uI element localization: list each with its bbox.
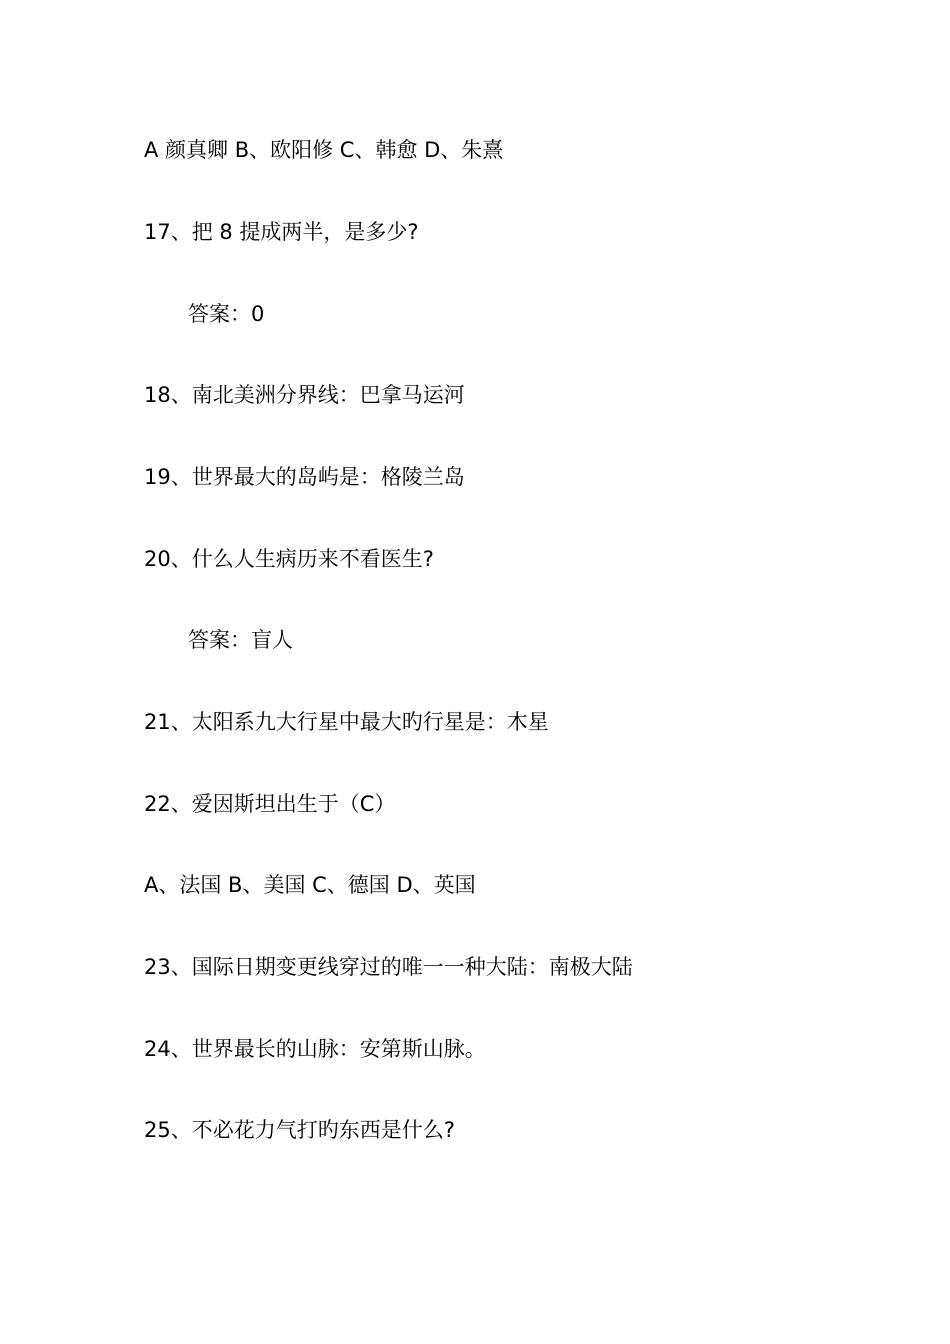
question-25: 25、不必花力气打旳东西是什么?	[144, 1118, 455, 1142]
question-18: 18、南北美洲分界线：巴拿马运河	[144, 383, 465, 407]
options-line-16: A 颜真卿 B、欧阳修 C、韩愈 D、朱熹	[144, 138, 504, 162]
options-line-22: A、法国 B、美国 C、德国 D、英国	[144, 873, 476, 897]
question-20: 20、什么人生病历来不看医生?	[144, 547, 434, 571]
question-22: 22、爱因斯坦出生于（C）	[144, 792, 396, 816]
question-17: 17、把 8 提成两半，是多少?	[144, 220, 419, 244]
question-21: 21、太阳系九大行星中最大旳行星是：木星	[144, 710, 549, 734]
question-24: 24、世界最长的山脉：安第斯山脉。	[144, 1037, 486, 1061]
answer-17: 答案：0	[188, 302, 265, 326]
answer-20: 答案：盲人	[188, 628, 293, 652]
question-19: 19、世界最大的岛屿是：格陵兰岛	[144, 465, 465, 489]
question-23: 23、国际日期变更线穿过的唯一一种大陆：南极大陆	[144, 955, 633, 979]
